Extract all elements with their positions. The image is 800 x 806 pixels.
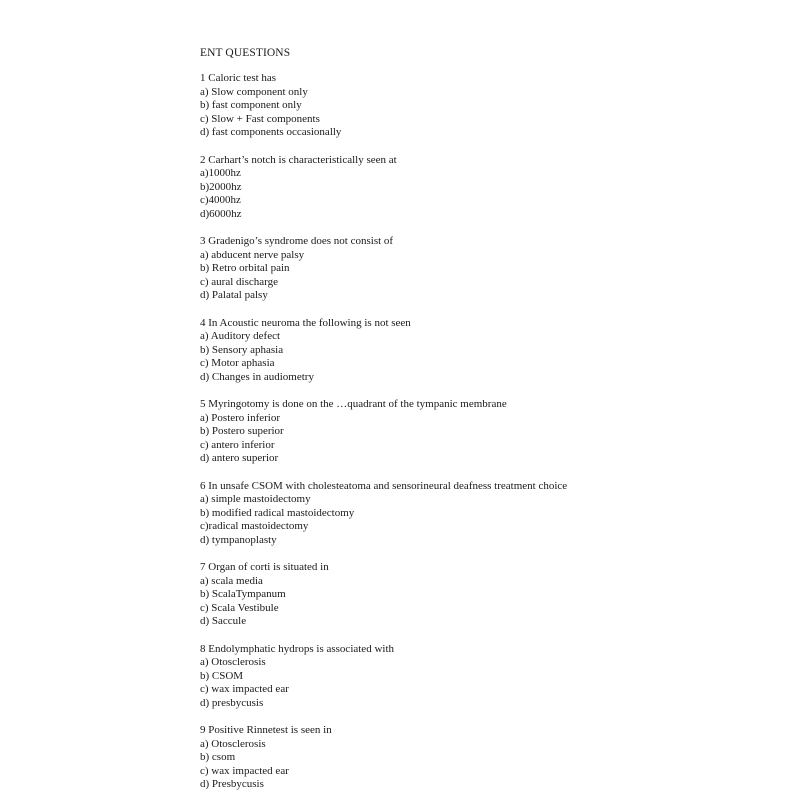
option-a: a) scala media [200,574,263,587]
option-b: b) Postero superior [200,425,284,437]
option-d: d) antero superior [200,452,279,464]
option-a: a) Auditory defect [200,330,281,342]
option-c: c) wax impacted ear [200,683,289,695]
question-stem: 2 Carhart’s notch is characteristically seen at [200,153,397,166]
question-1 [200,72,760,140]
option-b: b) fast component only [200,99,302,111]
option-b: b) modified radical mastoidectomy [200,506,355,519]
option-b: b) ScalaTympanum [200,588,286,600]
option-a: a) simple mastoidectomy [200,493,311,505]
option-d: d) fast components occasionally [200,126,342,138]
document-title: ENT QUESTIONS [200,47,291,59]
option-c: c) aural discharge [200,275,278,288]
option-c: c)radical mastoidectomy [200,520,309,532]
question-stem: 4 In Acoustic neuroma the following is not seen [200,316,411,329]
question-5 [200,398,760,466]
document-page [200,46,760,806]
option-b: b) csom [200,751,236,763]
option-d: d) Palatal palsy [200,289,268,301]
option-d: d) Presbycusis [200,778,264,790]
option-a: a) Slow component only [200,85,308,98]
option-d: d) Changes in audiometry [200,370,314,383]
option-a: a) Otosclerosis [200,737,266,750]
option-c: c) wax impacted ear [200,764,289,777]
option-c: c) Motor aphasia [200,357,275,369]
option-d: d)6000hz [200,207,242,220]
option-c: c) Slow + Fast components [200,112,320,125]
option-d: d) tympanoplasty [200,533,277,546]
option-c: c)4000hz [200,194,241,206]
question-stem: 3 Gradenigo’s syndrome does not consist of [200,235,394,247]
question-9 [200,724,760,792]
question-6 [200,480,760,548]
question-stem: 7 Organ of corti is situated in [200,561,329,573]
option-a: a) abducent nerve palsy [200,248,305,261]
option-d: d) Saccule [200,615,247,627]
question-3 [200,235,760,303]
option-a: a) Otosclerosis [200,656,266,668]
question-stem: 5 Myringotomy is done on the …quadrant of the tympanic membrane [200,398,507,410]
option-b: b) Sensory aphasia [200,343,284,356]
option-c: c) Scala Vestibule [200,601,279,614]
question-7 [200,561,760,629]
option-b: b)2000hz [200,180,242,193]
question-8 [200,643,760,711]
option-b: b) Retro orbital pain [200,262,290,274]
option-d: d) presbycusis [200,696,264,709]
question-4 [200,317,760,385]
option-a: a)1000hz [200,167,241,179]
option-c: c) antero inferior [200,438,275,451]
question-stem: 6 In unsafe CSOM with cholesteatoma and sensorineural deafness treatment choice [200,479,568,492]
question-stem: 9 Positive Rinnetest is seen in [200,724,332,736]
question-2 [200,154,760,222]
question-stem: 1 Caloric test has [200,72,277,84]
question-stem: 8 Endolymphatic hydrops is associated with [200,642,394,655]
option-b: b) CSOM [200,669,244,682]
option-a: a) Postero inferior [200,411,281,424]
